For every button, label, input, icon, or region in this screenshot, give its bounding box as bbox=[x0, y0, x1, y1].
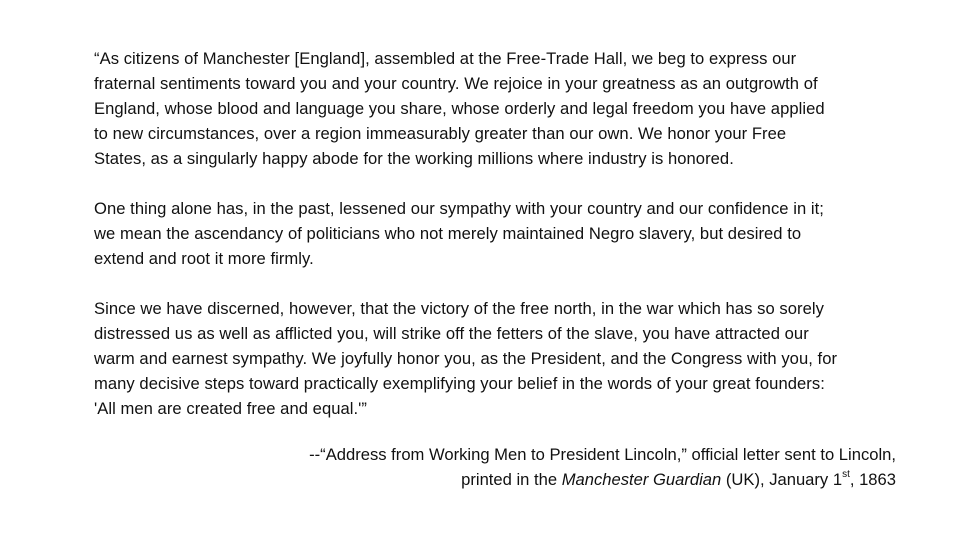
text-line: distressed us as well as afflicted you, will strike off the fetters of the slave, you have attracted our bbox=[94, 324, 809, 343]
citation-line-1: --“Address from Working Men to President Lincoln,” official letter sent to Lincoln, bbox=[309, 445, 896, 464]
citation bbox=[196, 442, 896, 492]
publication-title: Manchester Guardian bbox=[561, 470, 722, 489]
quote-block bbox=[94, 46, 909, 446]
text-line: warm and earnest sympathy. We joyfully honor you, as the President, and the Congress with you, for bbox=[94, 349, 838, 368]
citation-date-text: (UK), January 1 bbox=[721, 470, 843, 489]
text-line: to new circumstances, over a region immeasurably greater than our own. We honor your Free bbox=[94, 124, 787, 143]
citation-prefix: printed in the bbox=[461, 470, 562, 489]
citation-line-2 bbox=[196, 467, 896, 492]
text-line: Since we have discerned, however, that the victory of the free north, in the war which has so sorely bbox=[94, 299, 824, 318]
quote-paragraph-2 bbox=[94, 196, 909, 271]
ordinal-suffix: st bbox=[842, 469, 850, 481]
text-line: One thing alone has, in the past, lessened our sympathy with your country and our confidence in it; bbox=[94, 199, 824, 218]
text-line: fraternal sentiments toward you and your country. We rejoice in your greatness as an outgrowth of bbox=[94, 74, 818, 93]
text-line: States, as a singularly happy abode for the working millions where industry is honored. bbox=[94, 149, 734, 168]
quote-paragraph-1 bbox=[94, 46, 909, 171]
citation-year: , 1863 bbox=[849, 470, 896, 489]
text-line: we mean the ascendancy of politicians who not merely maintained Negro slavery, but desired to bbox=[94, 224, 802, 243]
quote-paragraph-3 bbox=[94, 296, 909, 421]
text-line: “As citizens of Manchester [England], assembled at the Free-Trade Hall, we beg to express our bbox=[94, 49, 797, 68]
text-line: many decisive steps toward practically exemplifying your belief in the words of your great founders: bbox=[94, 374, 825, 393]
text-line: 'All men are created free and equal.'” bbox=[94, 399, 367, 418]
text-line: extend and root it more firmly. bbox=[94, 249, 314, 268]
text-line: England, whose blood and language you share, whose orderly and legal freedom you have applied bbox=[94, 99, 825, 118]
